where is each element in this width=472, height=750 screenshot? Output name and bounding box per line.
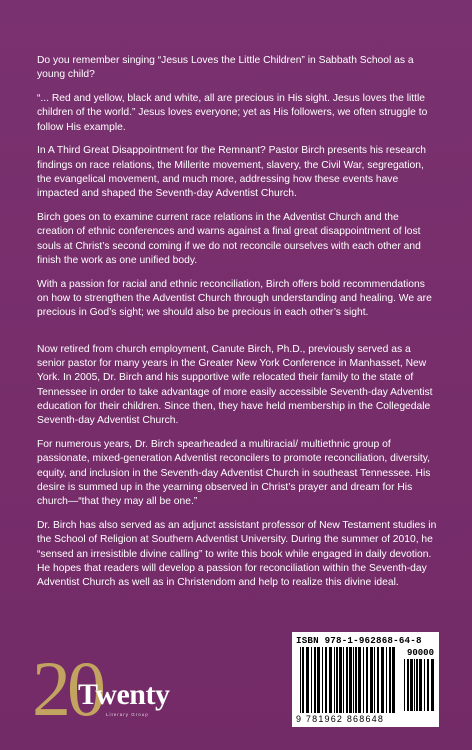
barcode-bar [416, 659, 418, 711]
barcode-bar [336, 647, 338, 713]
barcode-bar [339, 647, 342, 713]
barcode-bar [358, 647, 361, 713]
barcode-bar [392, 647, 395, 713]
barcode-bar [386, 647, 387, 713]
barcode-bar [311, 647, 312, 713]
addon-barcode-bars [402, 659, 434, 717]
bio-paragraph-2: For numerous years, Dr. Birch spearheaded a multiracial/ multiethnic group of passionate, mixed-generation Adventist reconcilers to promote reconciliation, diversity, equity, and inclusion in the Seventh-day Adventist Church in southeast Tennessee. His desire is summed up in the yearning observed in Christ’s prayer and dream for His church—“that they may all be one.” [37, 439, 431, 508]
barcode-bar [410, 659, 413, 711]
isbn-barcode [292, 632, 439, 727]
barcode-bar [343, 647, 344, 713]
barcode-bar [300, 647, 301, 713]
barcode-bar [377, 647, 379, 713]
barcode-bar [414, 659, 415, 711]
barcode-bar [366, 647, 368, 713]
barcode-bar [314, 647, 316, 713]
logo-tagline: Literary Group [106, 712, 149, 717]
author-bio [37, 343, 437, 591]
barcode-bar [329, 647, 332, 713]
price-code: 90000 [406, 648, 434, 658]
barcode-bar [431, 659, 434, 711]
barcode-bar [363, 647, 364, 713]
barcode-digits: 9 781962 868648 [296, 714, 385, 724]
bio-paragraph-1: Now retired from church employment, Canute Birch, Ph.D., previously served as a senior pastor for many years in the Greater New York Conference in Manhasset, New York. In 2005, Dr. Birch and his supportive wife relocated their family to the state of Tennessee in order to take advantage of more easily accessible Seventh-day Adventist education for their children. Since then, they have held membership in the Collegedale Seventh-day Adventist Church. [37, 343, 433, 427]
barcode-bar [302, 647, 304, 713]
logo-number: 20 [32, 645, 102, 732]
book-description [37, 54, 437, 321]
barcode-bar [317, 647, 320, 713]
bio-paragraph-3: Dr. Birch has also served as an adjunct assistant professor of New Testament studies in the School of Religion at Southern Adventist University. During the summer of 2010, he “sensed an irresistible divine calling” to write this book while engaged in daily devotion. He hopes that readers will develop a passion for reconciliation within the Seventh-day Adventist Church as well as in Christendom and help to realize this divine ideal. [37, 520, 437, 589]
barcode-bar [381, 647, 384, 713]
publisher-logo [32, 645, 222, 732]
description-paragraph-5: With a passion for racial and ethnic reconciliation, Birch offers bold recommendations on how to strengthen the Adventist Church through understanding and healing. We are precious in God’s sight; we should also be precious in each other’s sight. [37, 278, 432, 319]
barcode-bar [374, 647, 375, 713]
barcode-bar [370, 647, 373, 713]
description-paragraph-2: “... Red and yellow, black and white, all are precious in His sight. Jesus loves the little children of the world.” Jesus loves everyone; yet as His followers, we often struggle to follow His example. [37, 93, 428, 133]
barcode-bar [424, 659, 425, 711]
description-paragraph-1: Do you remember singing “Jesus Loves the Little Children” in Sabbath School as a young child? [37, 55, 414, 81]
barcode-bar [419, 659, 422, 711]
barcode-bar [407, 659, 409, 711]
barcode-bar [322, 647, 323, 713]
description-paragraph-4: Birch goes on to examine current race relations in the Adventist Church and the creation of ethnic conferences and warns against a final great disappointment of lost souls at Christ’s second coming if we do not reconcile ourselves with each other and finish the work as one unified body. [37, 212, 421, 267]
description-paragraph-3: In A Third Great Disappointment for the Remnant? Pastor Birch presents his research findings on race relations, the Millerite movement, slavery, the Civil War, segregation, the evangelical movement, and much more, addressing how these events have impacted and shaped the Seventh-day Adventist Church. [37, 145, 426, 200]
logo-name: Twenty [78, 678, 170, 711]
barcode-bar [389, 647, 391, 713]
isbn-number: ISBN 978-1-962868-64-8 [296, 635, 422, 646]
barcode-bars [298, 647, 398, 717]
barcode-bar [404, 659, 405, 711]
back-cover-text [37, 54, 437, 600]
barcode-bar [306, 647, 309, 713]
barcode-bar [353, 647, 354, 713]
barcode-bar [346, 647, 348, 713]
barcode-bar [427, 659, 429, 711]
barcode-bar [349, 647, 352, 713]
barcode-bar [355, 647, 357, 713]
barcode-bar [334, 647, 335, 713]
barcode-bar [325, 647, 327, 713]
